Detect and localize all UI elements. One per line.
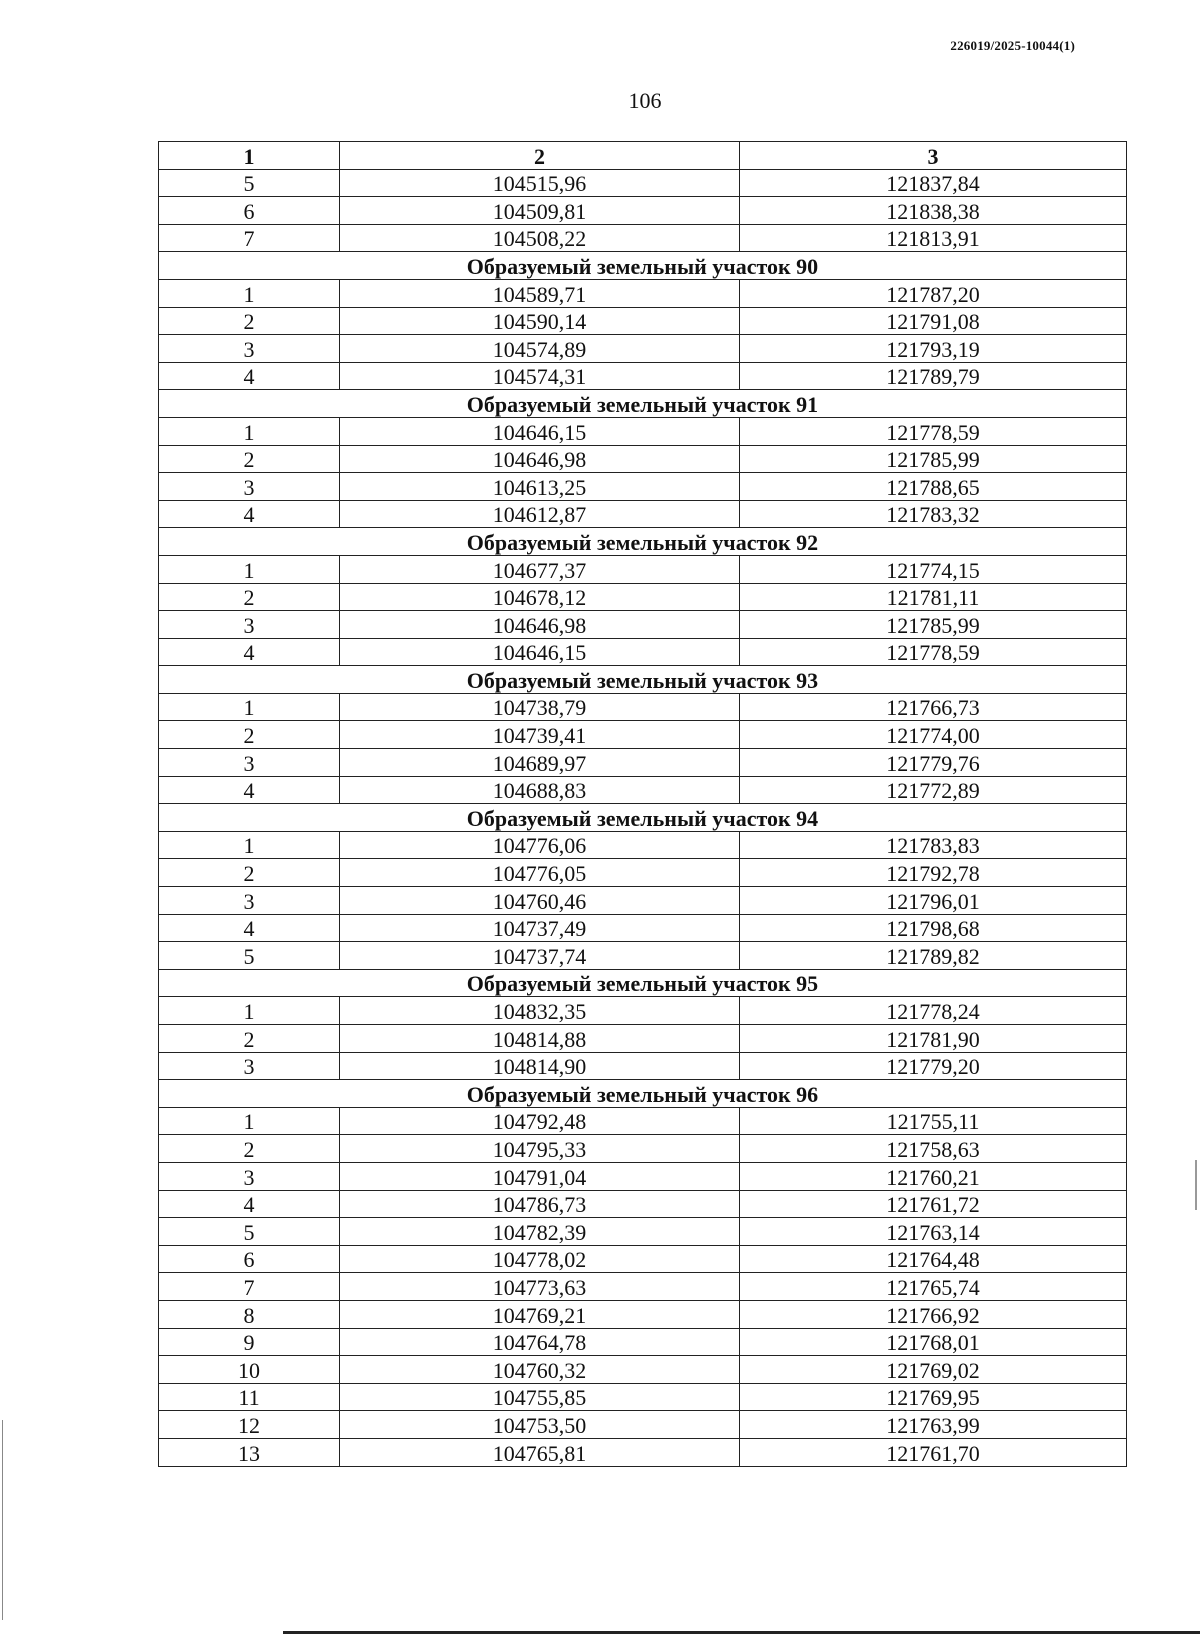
coordinate-y: 121788,65 bbox=[740, 473, 1127, 501]
coordinate-y: 121769,95 bbox=[740, 1383, 1127, 1411]
point-number: 7 bbox=[159, 1273, 340, 1301]
table-row bbox=[159, 1162, 1127, 1190]
coordinate-x: 104773,63 bbox=[340, 1273, 740, 1301]
coordinate-x: 104814,90 bbox=[340, 1052, 740, 1080]
coordinate-x: 104786,73 bbox=[340, 1190, 740, 1218]
point-number: 7 bbox=[159, 224, 340, 252]
coordinate-y: 121774,15 bbox=[740, 555, 1127, 583]
coordinate-x: 104678,12 bbox=[340, 583, 740, 611]
coordinate-x: 104792,48 bbox=[340, 1107, 740, 1135]
point-number: 5 bbox=[159, 1218, 340, 1246]
point-number: 5 bbox=[159, 942, 340, 970]
section-title: Образуемый земельный участок 96 bbox=[159, 1080, 1127, 1108]
page-number: 106 bbox=[628, 88, 662, 113]
section-title: Образуемый земельный участок 90 bbox=[159, 252, 1127, 280]
point-number: 5 bbox=[159, 169, 340, 197]
section-header-row bbox=[159, 969, 1127, 997]
point-number: 2 bbox=[159, 307, 340, 335]
point-number: 3 bbox=[159, 1162, 340, 1190]
table-row bbox=[159, 417, 1127, 445]
table-row bbox=[159, 1052, 1127, 1080]
coordinate-y: 121785,99 bbox=[740, 611, 1127, 639]
table-row bbox=[159, 1135, 1127, 1163]
coordinate-x: 104765,81 bbox=[340, 1438, 740, 1466]
table-row bbox=[159, 1107, 1127, 1135]
coordinate-y: 121758,63 bbox=[740, 1135, 1127, 1163]
coordinate-x: 104574,89 bbox=[340, 335, 740, 363]
table-header-row bbox=[159, 142, 1127, 170]
table-row bbox=[159, 1245, 1127, 1273]
coordinate-y: 121763,99 bbox=[740, 1411, 1127, 1439]
table-body bbox=[159, 169, 1127, 1466]
point-number: 2 bbox=[159, 445, 340, 473]
coordinate-x: 104688,83 bbox=[340, 776, 740, 804]
table-row bbox=[159, 914, 1127, 942]
coordinate-y: 121760,21 bbox=[740, 1162, 1127, 1190]
scan-margin-mark bbox=[2, 1420, 3, 1620]
point-number: 4 bbox=[159, 500, 340, 528]
coordinate-x: 104613,25 bbox=[340, 473, 740, 501]
point-number: 2 bbox=[159, 583, 340, 611]
table-row bbox=[159, 362, 1127, 390]
coordinate-x: 104508,22 bbox=[340, 224, 740, 252]
coordinate-y: 121781,90 bbox=[740, 1025, 1127, 1053]
table-row bbox=[159, 500, 1127, 528]
point-number: 2 bbox=[159, 1135, 340, 1163]
coordinate-y: 121779,76 bbox=[740, 749, 1127, 777]
coordinate-x: 104509,81 bbox=[340, 197, 740, 225]
section-header-row bbox=[159, 1080, 1127, 1108]
coordinate-y: 121791,08 bbox=[740, 307, 1127, 335]
coordinate-y: 121763,14 bbox=[740, 1218, 1127, 1246]
table-row bbox=[159, 1328, 1127, 1356]
section-header-row bbox=[159, 528, 1127, 556]
column-header: 2 bbox=[340, 142, 740, 170]
coordinate-y: 121781,11 bbox=[740, 583, 1127, 611]
table-row bbox=[159, 169, 1127, 197]
column-header: 1 bbox=[159, 142, 340, 170]
point-number: 1 bbox=[159, 997, 340, 1025]
document-id: 226019/2025-10044(1) bbox=[950, 38, 1075, 53]
point-number: 3 bbox=[159, 1052, 340, 1080]
table-row bbox=[159, 749, 1127, 777]
coordinate-x: 104782,39 bbox=[340, 1218, 740, 1246]
point-number: 1 bbox=[159, 831, 340, 859]
point-number: 4 bbox=[159, 362, 340, 390]
point-number: 6 bbox=[159, 1245, 340, 1273]
point-number: 1 bbox=[159, 555, 340, 583]
point-number: 11 bbox=[159, 1383, 340, 1411]
coordinate-y: 121798,68 bbox=[740, 914, 1127, 942]
point-number: 2 bbox=[159, 721, 340, 749]
section-title: Образуемый земельный участок 95 bbox=[159, 969, 1127, 997]
section-header-row bbox=[159, 252, 1127, 280]
point-number: 4 bbox=[159, 638, 340, 666]
section-header-row bbox=[159, 666, 1127, 694]
table-row bbox=[159, 307, 1127, 335]
coordinate-x: 104778,02 bbox=[340, 1245, 740, 1273]
coordinate-x: 104760,32 bbox=[340, 1356, 740, 1384]
coordinate-x: 104574,31 bbox=[340, 362, 740, 390]
coordinate-x: 104832,35 bbox=[340, 997, 740, 1025]
table-row bbox=[159, 1218, 1127, 1246]
coordinate-x: 104795,33 bbox=[340, 1135, 740, 1163]
coordinate-y: 121793,19 bbox=[740, 335, 1127, 363]
coordinate-y: 121789,82 bbox=[740, 942, 1127, 970]
point-number: 1 bbox=[159, 417, 340, 445]
scan-margin-mark bbox=[1195, 1160, 1197, 1210]
table-row bbox=[159, 611, 1127, 639]
coordinate-y: 121785,99 bbox=[740, 445, 1127, 473]
point-number: 10 bbox=[159, 1356, 340, 1384]
coordinate-x: 104689,97 bbox=[340, 749, 740, 777]
section-title: Образуемый земельный участок 93 bbox=[159, 666, 1127, 694]
point-number: 3 bbox=[159, 473, 340, 501]
table-row bbox=[159, 1025, 1127, 1053]
point-number: 8 bbox=[159, 1300, 340, 1328]
table-row bbox=[159, 942, 1127, 970]
table-row bbox=[159, 335, 1127, 363]
coordinate-x: 104737,74 bbox=[340, 942, 740, 970]
coordinate-y: 121778,59 bbox=[740, 417, 1127, 445]
point-number: 3 bbox=[159, 611, 340, 639]
point-number: 9 bbox=[159, 1328, 340, 1356]
table-row bbox=[159, 693, 1127, 721]
table-row bbox=[159, 224, 1127, 252]
coordinate-y: 121837,84 bbox=[740, 169, 1127, 197]
coordinate-x: 104590,14 bbox=[340, 307, 740, 335]
point-number: 6 bbox=[159, 197, 340, 225]
coordinate-x: 104738,79 bbox=[340, 693, 740, 721]
coordinate-y: 121764,48 bbox=[740, 1245, 1127, 1273]
table-row bbox=[159, 1356, 1127, 1384]
point-number: 4 bbox=[159, 776, 340, 804]
coordinate-x: 104769,21 bbox=[340, 1300, 740, 1328]
coordinate-x: 104753,50 bbox=[340, 1411, 740, 1439]
point-number: 1 bbox=[159, 1107, 340, 1135]
point-number: 4 bbox=[159, 914, 340, 942]
coordinate-y: 121838,38 bbox=[740, 197, 1127, 225]
point-number: 2 bbox=[159, 859, 340, 887]
coordinate-x: 104814,88 bbox=[340, 1025, 740, 1053]
coordinate-y: 121761,72 bbox=[740, 1190, 1127, 1218]
coordinate-y: 121766,92 bbox=[740, 1300, 1127, 1328]
coordinate-y: 121761,70 bbox=[740, 1438, 1127, 1466]
section-header-row bbox=[159, 390, 1127, 418]
coordinate-x: 104589,71 bbox=[340, 279, 740, 307]
section-title: Образуемый земельный участок 92 bbox=[159, 528, 1127, 556]
coordinate-x: 104515,96 bbox=[340, 169, 740, 197]
point-number: 4 bbox=[159, 1190, 340, 1218]
coordinate-y: 121772,89 bbox=[740, 776, 1127, 804]
coordinate-y: 121768,01 bbox=[740, 1328, 1127, 1356]
point-number: 3 bbox=[159, 335, 340, 363]
coordinate-x: 104646,98 bbox=[340, 445, 740, 473]
coordinate-x: 104677,37 bbox=[340, 555, 740, 583]
coordinate-y: 121783,83 bbox=[740, 831, 1127, 859]
coordinate-y: 121778,59 bbox=[740, 638, 1127, 666]
table-row bbox=[159, 197, 1127, 225]
table-row bbox=[159, 831, 1127, 859]
table-row bbox=[159, 721, 1127, 749]
coordinate-x: 104646,98 bbox=[340, 611, 740, 639]
table-row bbox=[159, 1438, 1127, 1466]
table-row bbox=[159, 776, 1127, 804]
coordinate-x: 104764,78 bbox=[340, 1328, 740, 1356]
table-row bbox=[159, 1383, 1127, 1411]
point-number: 12 bbox=[159, 1411, 340, 1439]
table-row bbox=[159, 279, 1127, 307]
table-row bbox=[159, 887, 1127, 915]
point-number: 2 bbox=[159, 1025, 340, 1053]
coordinate-y: 121789,79 bbox=[740, 362, 1127, 390]
table-row bbox=[159, 859, 1127, 887]
column-header: 3 bbox=[740, 142, 1127, 170]
coordinate-y: 121769,02 bbox=[740, 1356, 1127, 1384]
table-row bbox=[159, 555, 1127, 583]
coordinate-x: 104739,41 bbox=[340, 721, 740, 749]
coordinate-x: 104776,05 bbox=[340, 859, 740, 887]
coordinate-x: 104776,06 bbox=[340, 831, 740, 859]
coordinate-y: 121774,00 bbox=[740, 721, 1127, 749]
coordinate-y: 121792,78 bbox=[740, 859, 1127, 887]
coordinate-y: 121755,11 bbox=[740, 1107, 1127, 1135]
point-number: 3 bbox=[159, 887, 340, 915]
point-number: 1 bbox=[159, 279, 340, 307]
table-row bbox=[159, 1190, 1127, 1218]
coordinate-x: 104646,15 bbox=[340, 417, 740, 445]
section-title: Образуемый земельный участок 91 bbox=[159, 390, 1127, 418]
coordinates-table bbox=[158, 141, 1127, 1467]
section-title: Образуемый земельный участок 94 bbox=[159, 804, 1127, 832]
table-row bbox=[159, 997, 1127, 1025]
coordinate-x: 104646,15 bbox=[340, 638, 740, 666]
coordinate-y: 121779,20 bbox=[740, 1052, 1127, 1080]
table-row bbox=[159, 1411, 1127, 1439]
table-row bbox=[159, 445, 1127, 473]
coordinate-y: 121787,20 bbox=[740, 279, 1127, 307]
table-row bbox=[159, 583, 1127, 611]
coordinate-y: 121796,01 bbox=[740, 887, 1127, 915]
coordinate-x: 104755,85 bbox=[340, 1383, 740, 1411]
coordinate-y: 121813,91 bbox=[740, 224, 1127, 252]
table-row bbox=[159, 638, 1127, 666]
section-header-row bbox=[159, 804, 1127, 832]
point-number: 1 bbox=[159, 693, 340, 721]
point-number: 13 bbox=[159, 1438, 340, 1466]
table-row bbox=[159, 473, 1127, 501]
coordinate-x: 104760,46 bbox=[340, 887, 740, 915]
coordinate-x: 104612,87 bbox=[340, 500, 740, 528]
table-row bbox=[159, 1300, 1127, 1328]
coordinate-y: 121766,73 bbox=[740, 693, 1127, 721]
coordinate-y: 121765,74 bbox=[740, 1273, 1127, 1301]
point-number: 3 bbox=[159, 749, 340, 777]
coordinate-y: 121778,24 bbox=[740, 997, 1127, 1025]
table-row bbox=[159, 1273, 1127, 1301]
coordinate-x: 104791,04 bbox=[340, 1162, 740, 1190]
coordinate-y: 121783,32 bbox=[740, 500, 1127, 528]
coordinate-x: 104737,49 bbox=[340, 914, 740, 942]
